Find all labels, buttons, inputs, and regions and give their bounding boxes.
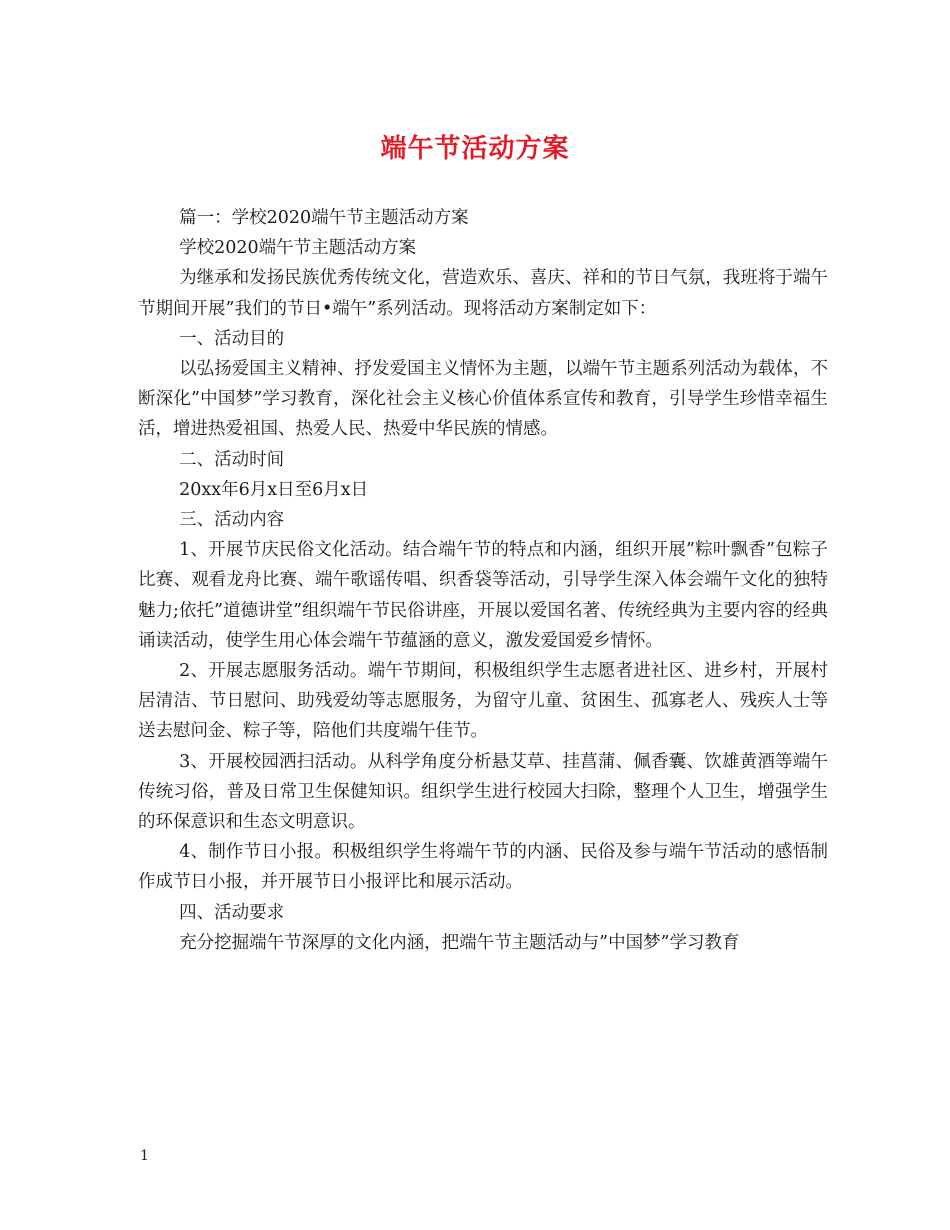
heading-time: 二、活动时间 xyxy=(179,449,285,470)
paragraph-intro: 为继承和发扬民族优秀传统文化，营造欢乐、喜庆、祥和的节日气氛，我班将于端午节期间开展”我们的节日•端午”系列活动。现将活动方案制定如下： xyxy=(138,268,828,319)
paragraph-content-4: 4、制作节日小报。积极组织学生将端午节的内涵、民俗及参与端午节活动的感悟制作成节日小报，并开展节日小报评比和展示活动。 xyxy=(138,842,828,893)
document-body xyxy=(138,203,828,958)
page-number: 1 xyxy=(140,1148,149,1164)
paragraph-content-3: 3、开展校园洒扫活动。从科学角度分析悬艾草、挂菖蒲、佩香囊、饮雄黄酒等端午传统习俗，普及日常卫生保健知识。组织学生进行校园大扫除，整理个人卫生，增强学生的环保意识和生态文明意识。 xyxy=(138,751,828,833)
heading-requirements: 四、活动要求 xyxy=(179,902,285,923)
paragraph-content-1: 1、开展节庆民俗文化活动。结合端午节的特点和内涵，组织开展”粽叶飘香”包粽子比赛、观看龙舟比赛、端午歌谣传唱、织香袋等活动，引导学生深入体会端午文化的独特魅力;依托”道德讲堂”组织端午节民俗讲座，开展以爱国名著、传统经典为主要内容的经典诵读活动，使学生用心体会端午节蕴涵的意义，激发爱国爱乡情怀。 xyxy=(138,540,828,651)
paragraph-subtitle: 学校2020端午节主题活动方案 xyxy=(179,238,417,259)
heading-purpose: 一、活动目的 xyxy=(179,328,285,349)
paragraph-requirements: 充分挖掘端午节深厚的文化内涵，把端午节主题活动与”中国梦”学习教育 xyxy=(179,932,740,953)
page-title: 端午节活动方案 xyxy=(380,134,570,164)
paragraph-purpose: 以弘扬爱国主义精神、抒发爱国主义情怀为主题，以端午节主题系列活动为载体，不断深化”中国梦”学习教育，深化社会主义核心价值体系宣传和教育，引导学生珍惜幸福生活，增进热爱祖国、热爱人民、热爱中华民族的情感。 xyxy=(138,359,828,440)
paragraph-time: 20xx年6月x日至6月x日 xyxy=(179,479,369,500)
heading-content: 三、活动内容 xyxy=(179,510,285,531)
paragraph-content-2: 2、开展志愿服务活动。端午节期间，积极组织学生志愿者进社区、进乡村，开展村居清洁、节日慰问、助残爱幼等志愿服务，为留守儿童、贫困生、孤寡老人、残疾人士等送去慰问金、粽子等，陪他们共度端午佳节。 xyxy=(138,661,828,742)
paragraph-section-heading: 篇一：学校2020端午节主题活动方案 xyxy=(179,208,469,228)
